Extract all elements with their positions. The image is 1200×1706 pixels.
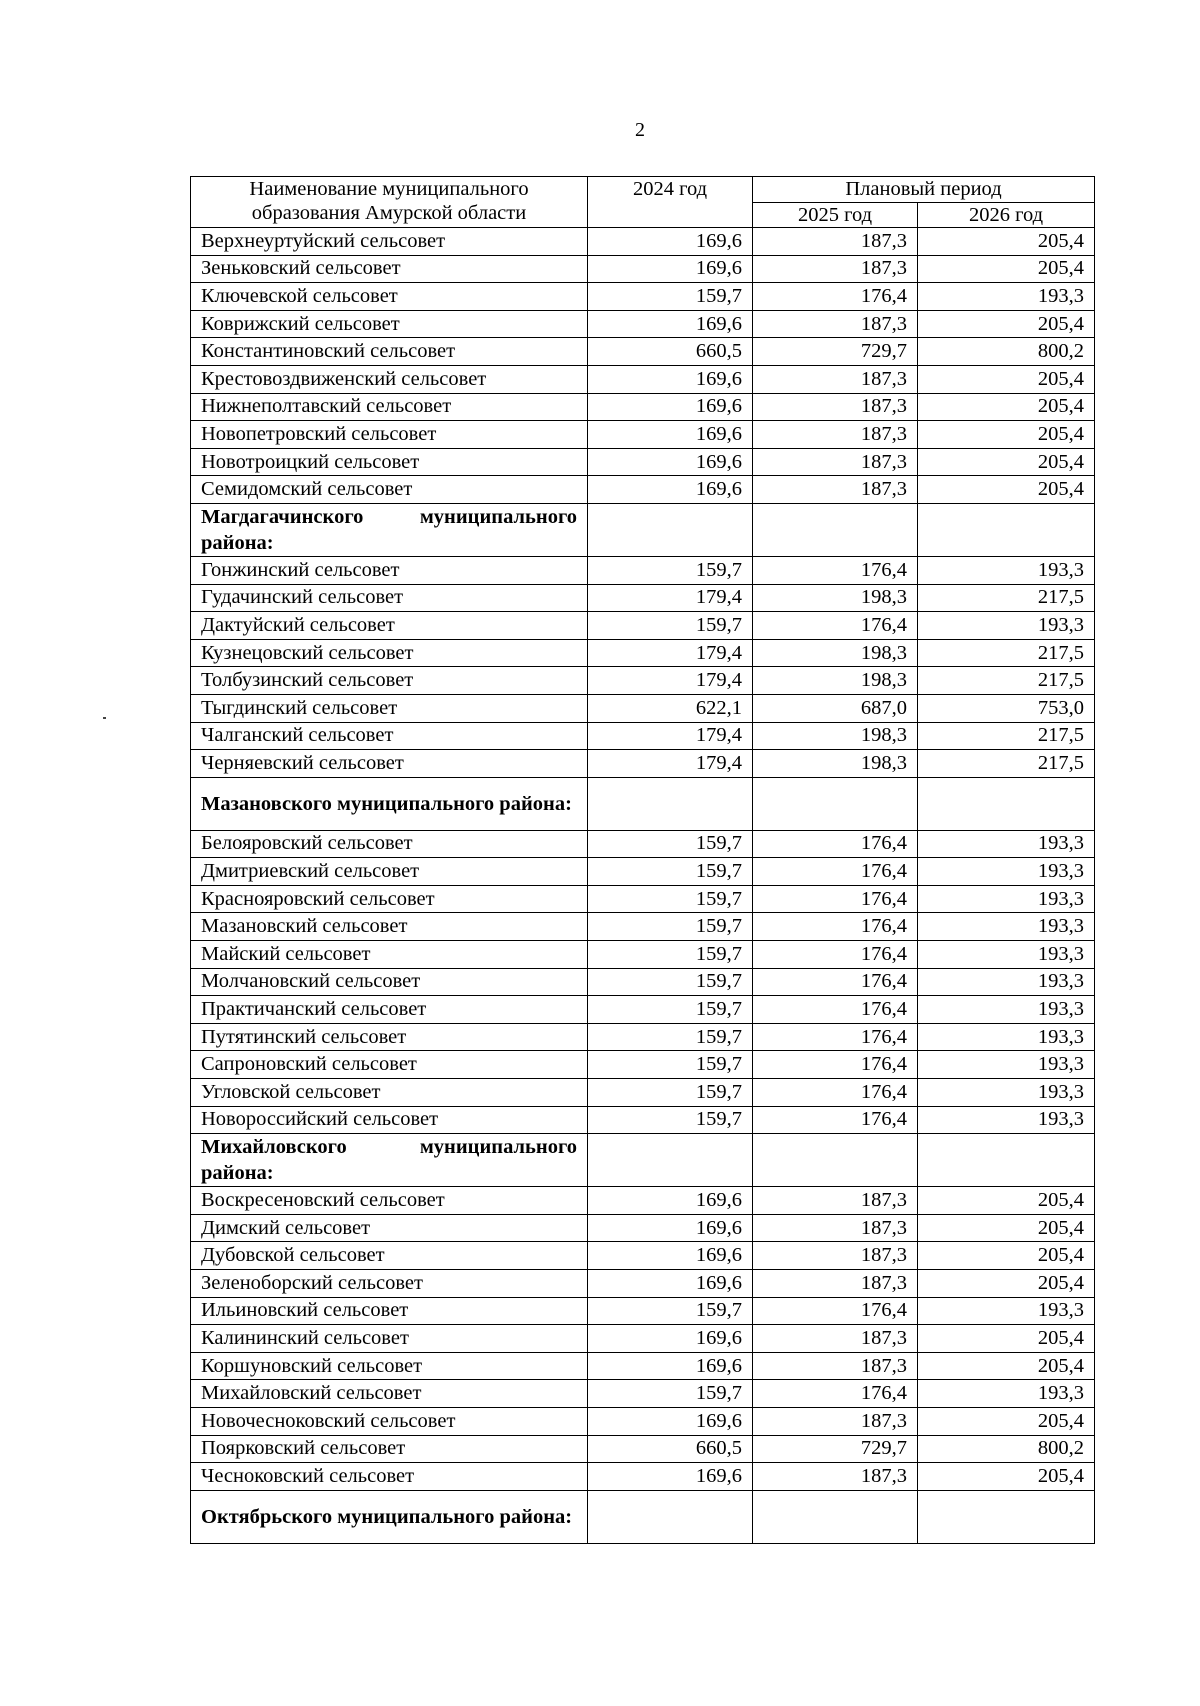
table-row [191,639,1095,667]
value-2024: 159,7 [588,1380,753,1408]
value-2024: 660,5 [588,338,753,366]
municipality-name: Мазановский сельсовет [191,913,588,941]
empty-cell [753,1134,918,1187]
value-2025: 176,4 [753,612,918,640]
value-2025: 176,4 [753,941,918,969]
value-2025: 187,3 [753,1242,918,1270]
value-2025: 187,3 [753,1214,918,1242]
value-2024: 159,7 [588,913,753,941]
empty-cell [753,503,918,556]
municipality-name: Михайловский сельсовет [191,1380,588,1408]
table-row [191,667,1095,695]
value-2025: 176,4 [753,830,918,858]
value-2025: 176,4 [753,913,918,941]
value-2026: 193,3 [918,996,1095,1024]
value-2026: 193,3 [918,830,1095,858]
municipality-name: Новороссийский сельсовет [191,1106,588,1134]
value-2024: 179,4 [588,584,753,612]
table-row [191,885,1095,913]
table-row [191,1106,1095,1134]
empty-cell [918,1490,1095,1543]
empty-cell [588,1134,753,1187]
municipality-name: Дубовской сельсовет [191,1242,588,1270]
table-row [191,1297,1095,1325]
value-2024: 159,7 [588,556,753,584]
value-2026: 205,4 [918,1352,1095,1380]
value-2025: 176,4 [753,1380,918,1408]
header-planned-period: Плановый период [753,177,1095,203]
value-2026: 205,4 [918,393,1095,421]
value-2026: 193,3 [918,968,1095,996]
table-row [191,858,1095,886]
municipality-name: Новотроицкий сельсовет [191,448,588,476]
municipality-name: Кузнецовский сельсовет [191,639,588,667]
value-2025: 187,3 [753,365,918,393]
value-2024: 159,7 [588,1023,753,1051]
value-2024: 169,6 [588,1463,753,1491]
municipality-name: Зеньковский сельсовет [191,255,588,283]
scan-mark [103,717,106,719]
value-2024: 169,6 [588,1407,753,1435]
table-row [191,612,1095,640]
table-row [191,1270,1095,1298]
table-row [191,1051,1095,1079]
table-row [191,941,1095,969]
value-2025: 198,3 [753,667,918,695]
value-2025: 187,3 [753,1325,918,1353]
table-row [191,1352,1095,1380]
value-2024: 169,6 [588,1242,753,1270]
value-2026: 205,4 [918,228,1095,256]
value-2024: 159,7 [588,830,753,858]
value-2024: 169,6 [588,393,753,421]
value-2026: 205,4 [918,421,1095,449]
value-2025: 176,4 [753,858,918,886]
value-2026: 205,4 [918,365,1095,393]
table-row [191,228,1095,256]
value-2026: 205,4 [918,1270,1095,1298]
municipality-name: Семидомский сельсовет [191,476,588,504]
table-row [191,1407,1095,1435]
value-2025: 729,7 [753,338,918,366]
empty-cell [753,777,918,830]
table-row [191,1214,1095,1242]
municipality-name: Майский сельсовет [191,941,588,969]
table-row [191,996,1095,1024]
value-2025: 176,4 [753,1297,918,1325]
value-2025: 729,7 [753,1435,918,1463]
municipality-name: Молчановский сельсовет [191,968,588,996]
value-2026: 193,3 [918,1297,1095,1325]
table-row [191,1242,1095,1270]
municipality-name: Сапроновский сельсовет [191,1051,588,1079]
value-2025: 187,3 [753,448,918,476]
value-2026: 193,3 [918,913,1095,941]
municipality-name: Зеленоборский сельсовет [191,1270,588,1298]
value-2024: 159,7 [588,885,753,913]
municipality-name: Толбузинский сельсовет [191,667,588,695]
value-2026: 205,4 [918,310,1095,338]
value-2024: 179,4 [588,722,753,750]
page-number: 2 [635,119,645,141]
value-2024: 159,7 [588,968,753,996]
municipality-name: Коршуновский сельсовет [191,1352,588,1380]
table-row [191,1023,1095,1051]
table-row [191,1325,1095,1353]
value-2026: 800,2 [918,1435,1095,1463]
value-2024: 169,6 [588,1270,753,1298]
municipality-name: Черняевский сельсовет [191,750,588,778]
value-2025: 176,4 [753,885,918,913]
value-2024: 179,4 [588,639,753,667]
subsidy-table [190,176,1095,1544]
municipality-name: Новопетровский сельсовет [191,421,588,449]
value-2024: 179,4 [588,667,753,695]
value-2024: 159,7 [588,1297,753,1325]
value-2026: 205,4 [918,1242,1095,1270]
section-row [191,1134,1095,1187]
value-2026: 193,3 [918,556,1095,584]
value-2025: 198,3 [753,722,918,750]
municipality-name: Константиновский сельсовет [191,338,588,366]
table-row [191,1435,1095,1463]
value-2025: 187,3 [753,476,918,504]
value-2024: 169,6 [588,1325,753,1353]
value-2026: 217,5 [918,584,1095,612]
value-2026: 217,5 [918,667,1095,695]
table-row [191,1187,1095,1215]
value-2024: 179,4 [588,750,753,778]
value-2026: 217,5 [918,722,1095,750]
value-2025: 187,3 [753,393,918,421]
value-2026: 205,4 [918,1325,1095,1353]
section-row [191,503,1095,556]
empty-cell [918,777,1095,830]
value-2024: 159,7 [588,1106,753,1134]
municipality-name: Краснояровский сельсовет [191,885,588,913]
value-2024: 159,7 [588,612,753,640]
value-2025: 187,3 [753,421,918,449]
municipality-name: Ильиновский сельсовет [191,1297,588,1325]
table-row [191,365,1095,393]
empty-cell [918,503,1095,556]
value-2024: 169,6 [588,1187,753,1215]
table-row [191,393,1095,421]
value-2024: 169,6 [588,228,753,256]
value-2025: 176,4 [753,283,918,311]
municipality-name: Нижнеполтавский сельсовет [191,393,588,421]
value-2026: 217,5 [918,750,1095,778]
table-row [191,694,1095,722]
municipality-name: Поярковский сельсовет [191,1435,588,1463]
table-row [191,556,1095,584]
value-2026: 193,3 [918,941,1095,969]
value-2024: 169,6 [588,365,753,393]
empty-cell [753,1490,918,1543]
section-title: Михайловского муниципального района: [191,1134,588,1187]
value-2024: 169,6 [588,255,753,283]
municipality-name: Практичанский сельсовет [191,996,588,1024]
value-2025: 176,4 [753,1051,918,1079]
table-row [191,750,1095,778]
value-2026: 205,4 [918,1463,1095,1491]
value-2026: 217,5 [918,639,1095,667]
value-2024: 169,6 [588,476,753,504]
value-2025: 187,3 [753,255,918,283]
municipality-name: Чалганский сельсовет [191,722,588,750]
value-2024: 622,1 [588,694,753,722]
section-title: Мазановского муниципального района: [191,777,588,830]
municipality-name: Чесноковский сельсовет [191,1463,588,1491]
table-row [191,722,1095,750]
table-row [191,255,1095,283]
value-2026: 193,3 [918,1380,1095,1408]
header-name: Наименование муниципального образования Амурской области [191,177,588,228]
value-2024: 159,7 [588,941,753,969]
table-row [191,1463,1095,1491]
value-2025: 198,3 [753,584,918,612]
value-2025: 176,4 [753,1106,918,1134]
value-2025: 198,3 [753,750,918,778]
value-2025: 176,4 [753,996,918,1024]
table-row [191,421,1095,449]
table-row [191,1079,1095,1107]
value-2025: 687,0 [753,694,918,722]
value-2025: 187,3 [753,1463,918,1491]
value-2026: 205,4 [918,448,1095,476]
municipality-name: Новочесноковский сельсовет [191,1407,588,1435]
municipality-name: Верхнеуртуйский сельсовет [191,228,588,256]
municipality-name: Воскресеновский сельсовет [191,1187,588,1215]
table-row [191,283,1095,311]
value-2024: 159,7 [588,283,753,311]
value-2026: 193,3 [918,885,1095,913]
municipality-name: Димский сельсовет [191,1214,588,1242]
empty-cell [588,503,753,556]
municipality-name: Путятинский сельсовет [191,1023,588,1051]
table-row [191,310,1095,338]
municipality-name: Ключевской сельсовет [191,283,588,311]
value-2024: 660,5 [588,1435,753,1463]
municipality-name: Дмитриевский сельсовет [191,858,588,886]
table-row [191,338,1095,366]
value-2024: 159,7 [588,858,753,886]
value-2026: 205,4 [918,1187,1095,1215]
empty-cell [588,777,753,830]
header-2025: 2025 год [753,202,918,228]
value-2024: 169,6 [588,448,753,476]
municipality-name: Тыгдинский сельсовет [191,694,588,722]
value-2025: 176,4 [753,1023,918,1051]
value-2025: 176,4 [753,1079,918,1107]
municipality-name: Калининский сельсовет [191,1325,588,1353]
value-2025: 187,3 [753,1187,918,1215]
value-2024: 159,7 [588,1051,753,1079]
value-2024: 169,6 [588,421,753,449]
section-title: Магдагачинского муниципального района: [191,503,588,556]
value-2026: 205,4 [918,1407,1095,1435]
value-2024: 169,6 [588,1214,753,1242]
section-title: Октябрьского муниципального района: [191,1490,588,1543]
municipality-name: Угловской сельсовет [191,1079,588,1107]
value-2024: 159,7 [588,996,753,1024]
section-row [191,1490,1095,1543]
table-row [191,913,1095,941]
value-2026: 193,3 [918,1079,1095,1107]
value-2025: 187,3 [753,310,918,338]
empty-cell [918,1134,1095,1187]
header-2026: 2026 год [918,202,1095,228]
value-2026: 193,3 [918,1023,1095,1051]
value-2026: 193,3 [918,283,1095,311]
municipality-name: Гудачинский сельсовет [191,584,588,612]
value-2026: 193,3 [918,858,1095,886]
value-2025: 198,3 [753,639,918,667]
value-2026: 205,4 [918,255,1095,283]
table-row [191,476,1095,504]
municipality-name: Дактуйский сельсовет [191,612,588,640]
municipality-name: Белояровский сельсовет [191,830,588,858]
value-2024: 159,7 [588,1079,753,1107]
value-2025: 187,3 [753,1407,918,1435]
table-header-row [191,177,1095,203]
value-2026: 193,3 [918,1051,1095,1079]
value-2024: 169,6 [588,310,753,338]
value-2025: 187,3 [753,1270,918,1298]
value-2025: 176,4 [753,968,918,996]
municipality-name: Гонжинский сельсовет [191,556,588,584]
table-row [191,448,1095,476]
value-2026: 205,4 [918,476,1095,504]
value-2025: 187,3 [753,228,918,256]
value-2026: 753,0 [918,694,1095,722]
value-2026: 800,2 [918,338,1095,366]
table-row [191,830,1095,858]
empty-cell [588,1490,753,1543]
value-2025: 176,4 [753,556,918,584]
table-row [191,584,1095,612]
table-row [191,968,1095,996]
municipality-name: Крестовоздвиженский сельсовет [191,365,588,393]
header-2024: 2024 год [588,177,753,228]
table-row [191,1380,1095,1408]
value-2025: 187,3 [753,1352,918,1380]
value-2026: 193,3 [918,612,1095,640]
value-2026: 205,4 [918,1214,1095,1242]
section-row [191,777,1095,830]
value-2026: 193,3 [918,1106,1095,1134]
value-2024: 169,6 [588,1352,753,1380]
municipality-name: Коврижский сельсовет [191,310,588,338]
